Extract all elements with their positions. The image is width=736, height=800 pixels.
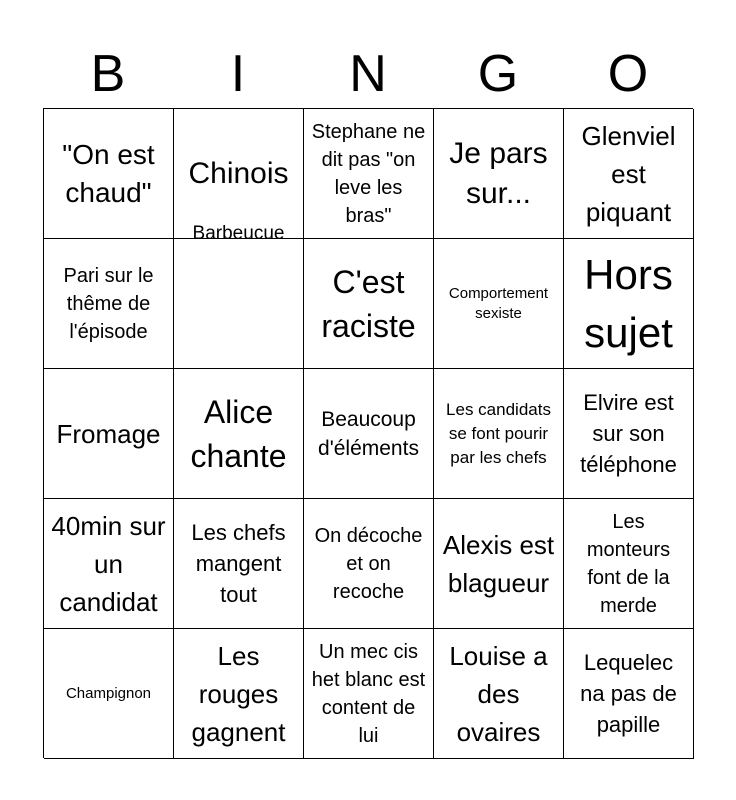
cell-text: Les monteurs font de la merde <box>586 510 671 617</box>
cell-text: Un mec cis het blanc est content de lui <box>311 640 426 747</box>
cell-text: Beaucoup d'éléments <box>318 407 419 460</box>
cell-text: Louise a des ovaires <box>449 640 548 747</box>
cell-text: Lequelec na pas de papille <box>580 650 677 737</box>
bingo-cell[interactable] <box>174 369 304 499</box>
bingo-cell[interactable] <box>174 629 304 759</box>
cell-text: C'est raciste <box>321 263 416 344</box>
bingo-cell[interactable] <box>44 629 174 759</box>
cell-text: Elvire est sur son téléphone <box>580 390 677 477</box>
bingo-cell[interactable] <box>44 499 174 629</box>
cell-text: 40min sur un candidat <box>51 510 166 617</box>
cell-text: Les chefs mangent tout <box>191 520 286 607</box>
cell-text: Alice chante <box>190 393 287 474</box>
cell-text: Fromage <box>56 418 161 449</box>
cell-text: Les candidats se font pourir par les chefs <box>446 399 551 467</box>
bingo-cell[interactable] <box>304 629 434 759</box>
cell-text: Hors sujet <box>584 250 673 356</box>
header-letter-i: I <box>230 45 246 103</box>
bingo-cell[interactable] <box>564 239 694 369</box>
cell-text: Les rouges gagnent <box>191 640 286 747</box>
bingo-cell[interactable] <box>434 499 564 629</box>
bingo-cell[interactable] <box>44 239 174 369</box>
cell-text: Champignon <box>65 684 152 702</box>
header-letter-b: B <box>90 45 126 103</box>
bingo-cell[interactable] <box>564 109 694 239</box>
bingo-cell[interactable] <box>434 629 564 759</box>
bingo-cell[interactable] <box>44 369 174 499</box>
bingo-cell[interactable] <box>434 109 564 239</box>
cell-text: Pari sur le thême de l'épisode <box>63 264 154 343</box>
bingo-grid <box>43 108 693 758</box>
cell-text: On décoche et on recoche <box>314 524 423 603</box>
bingo-cell[interactable] <box>564 369 694 499</box>
bingo-cell[interactable] <box>174 499 304 629</box>
bingo-cell[interactable] <box>304 109 434 239</box>
header-letter-n: N <box>349 45 387 103</box>
bingo-cell[interactable] <box>44 109 174 239</box>
bingo-cell[interactable] <box>304 239 434 369</box>
header-letter-g: G <box>477 45 519 103</box>
bingo-cell[interactable] <box>564 499 694 629</box>
cell-text: "On est chaud" <box>62 138 155 208</box>
bingo-header <box>43 40 693 108</box>
bingo-cell[interactable] <box>434 369 564 499</box>
cell-text: Je pars sur... <box>449 136 548 210</box>
header-letter-o: O <box>607 45 649 103</box>
cell-text: Stephane ne dit pas "on leve les bras" <box>311 120 426 227</box>
cell-text: Comportement sexiste <box>448 284 549 322</box>
cell-text: Glenviel est piquant <box>581 120 676 227</box>
bingo-cell[interactable] <box>564 629 694 759</box>
bingo-cell[interactable] <box>304 499 434 629</box>
cell-overflow-text: Barbeucue <box>192 224 285 239</box>
cell-text: Alexis est blagueur <box>442 529 555 598</box>
bingo-cell-free[interactable] <box>174 239 304 369</box>
bingo-cell[interactable] <box>304 369 434 499</box>
cell-text: Chinois <box>188 156 289 190</box>
bingo-cell[interactable] <box>434 239 564 369</box>
bingo-cell[interactable] <box>174 109 304 239</box>
